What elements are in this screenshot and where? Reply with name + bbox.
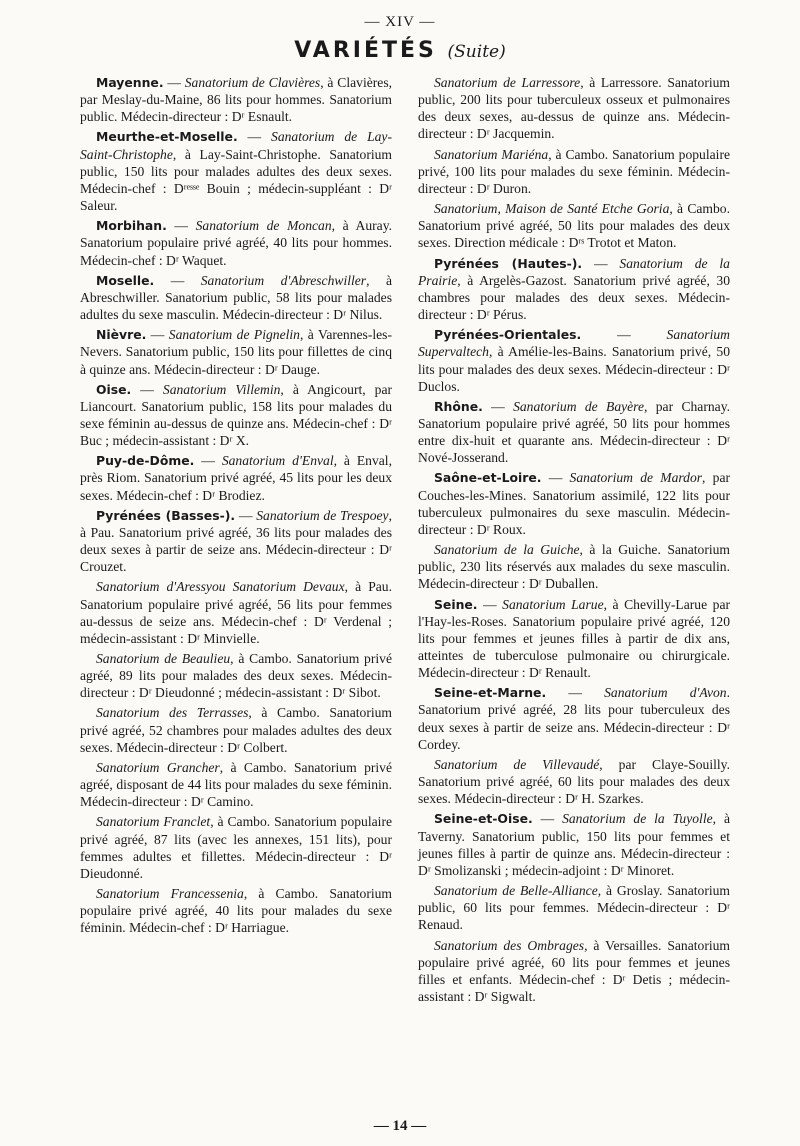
department-name: Pyrénées (Basses-). xyxy=(96,507,236,523)
section-title-text: VARIÉTÉS xyxy=(294,38,437,63)
department-name: Mayenne. xyxy=(96,75,164,90)
separator: — xyxy=(131,381,163,397)
sanatorium-name: Sanatorium de Clavières xyxy=(184,75,321,90)
entry-text: , à Cambo. Sanatorium populaire privé agréé, 87 lits (avec les annexes, 151 lits), pour femmes adultes et fillettes. Médecin-directeur : Dʳ Dieudonné. xyxy=(80,814,392,881)
entry xyxy=(418,469,730,538)
separator: — xyxy=(194,453,222,469)
entry-text: . Sanatorium privé agréé, 28 lits pour tuberculeux des deux sexes à partir de seize ans. Médecin-directeur : Dʳ Cordey. xyxy=(418,685,730,752)
department-name: Pyrénées (Hautes-). xyxy=(434,255,583,271)
sanatorium-name: Sanatorium de la Prairie xyxy=(418,255,730,288)
entry xyxy=(418,756,730,807)
sanatorium-name: Sanatorium des Ombrages xyxy=(434,937,585,953)
entry-text: , à Varennes-les-Nevers. Sanatorium public, 150 lits pour fillettes de cinq à quinze ans. Médecin-directeur : Dʳ Dauge. xyxy=(80,327,392,377)
entry xyxy=(418,398,730,467)
sanatorium-name: Sanatorium d'Enval xyxy=(221,453,334,469)
entry xyxy=(80,507,392,576)
entry-text: , à Amélie-les-Bains. Sanatorium privé, 50 lits pour malades des deux sexes. Médecin-directeur : Dʳ Duclos. xyxy=(418,344,730,394)
sanatorium-name: Sanatorium d'Avon xyxy=(604,685,727,701)
entry-text: , à Cambo. Sanatorium privé agréé, 50 lits pour malades des deux sexes. Direction médicale : Dʳˢ Trotot et Maton. xyxy=(418,201,730,251)
entry xyxy=(418,882,730,933)
sanatorium-name: Sanatorium Francessenia xyxy=(96,886,244,902)
roman-page-header: — XIV — xyxy=(364,14,436,30)
sanatorium-name: Sanatorium de la Tuyolle xyxy=(562,811,713,827)
entry-text: , à Pau. Sanatorium privé agréé, 36 lits pour malades des deux sexes à partir de seize ans. Médecin-directeur : Dʳ Crouzet. xyxy=(80,507,392,575)
entry xyxy=(80,74,392,125)
entry-text: , à Argelès-Gazost. Sanatorium privé agréé, 30 chambres pour malades des deux sexes. Médecin-directeur : Dʳ Pérus. xyxy=(418,272,730,323)
entry-text: , à Chevilly-Larue par l'Hay-les-Roses. Sanatorium populaire privé agréé, 120 lits pour femmes et jeunes filles à partir de dix ans, atteintes de tuberculose pulmonaire ou chirurgicale. Médecin-directeur : Dʳ Renault. xyxy=(418,596,731,681)
separator: — xyxy=(237,129,272,145)
entry xyxy=(418,74,730,143)
entry xyxy=(418,596,730,682)
separator: — xyxy=(146,327,169,343)
section-title-suffix: (Suite) xyxy=(447,42,506,62)
sanatorium-name: Sanatorium de Pignelin xyxy=(168,327,300,343)
separator: — xyxy=(581,327,667,343)
sanatorium-name: Sanatorium de la Guiche xyxy=(434,542,580,558)
sanatorium-name: Sanatorium de Beaulieu xyxy=(96,651,231,666)
sanatorium-name: Sanatorium Grancher xyxy=(96,759,220,775)
separator: — xyxy=(235,507,257,523)
department-name: Seine-et-Marne. xyxy=(434,685,547,701)
separator: — xyxy=(541,470,570,486)
department-name: Nièvre. xyxy=(96,327,147,343)
sanatorium-name: Sanatorium d'Abreschwiller xyxy=(200,272,367,288)
separator: — xyxy=(166,218,196,234)
entry-text: , à Larressore. Sanatorium public, 200 lits pour tuberculeux osseux et pulmonaires des deux sexes, au-dessus de quinze ans. Médecin-directeur : Dʳ Jacquemin. xyxy=(418,75,731,142)
separator: — xyxy=(582,255,620,271)
separator: — xyxy=(477,596,503,612)
sanatorium-name: Sanatorium, Maison de Santé Etche Goria xyxy=(434,201,670,217)
entry xyxy=(418,937,730,1006)
sanatorium-name: Sanatorium d'Aressyou Sanatorium Devaux xyxy=(96,579,345,595)
page-number: — 14 — xyxy=(373,1118,427,1134)
entry xyxy=(418,326,730,395)
entry xyxy=(80,272,392,323)
entry xyxy=(80,128,392,214)
entry-text: , à Abreschwiller. Sanatorium public, 58 lits pour malades adultes du sexe masculin. Médecin-directeur : Dʳ Nilus. xyxy=(80,272,392,323)
entry xyxy=(80,452,392,503)
sanatorium-name: Sanatorium de Mardor xyxy=(569,470,703,486)
entry xyxy=(80,217,392,268)
entry-text: , par Couches-les-Mines. Sanatorium assimilé, 122 lits pour tuberculeux pulmonaires du sexe masculin. Médecin-directeur : Dʳ Roux. xyxy=(418,470,731,537)
entry-text: , à la Guiche. Sanatorium public, 230 lits réservés aux malades du sexe masculin. Médecin-directeur : Dʳ Duballen. xyxy=(418,542,730,592)
sanatorium-name: Sanatorium de Larressore xyxy=(434,75,581,90)
entry-text: , à Angicourt, par Liancourt. Sanatorium public, 158 lits pour malades du sexe féminin au-dessus de quinze ans. Médecin-chef : Dʳ Buc ; médecin-assistant : Dʳ X. xyxy=(80,381,393,449)
section-title xyxy=(0,38,800,63)
department-name: Moselle. xyxy=(96,272,155,288)
right-column xyxy=(418,74,730,1008)
entry-text: , à Lay-Saint-Christophe. Sanatorium public, 150 lits pour malades adultes des deux sexes. Médecin-chef : Dʳᵉˢˢᵉ Bouin ; médecin-suppléant : Dʳ Saleur. xyxy=(80,146,392,214)
entry-text: , à Cambo. Sanatorium populaire privé, 100 lits pour malades du sexe féminin. Médecin-directeur : Dʳ Duron. xyxy=(418,146,730,196)
entry-text: , à Cambo. Sanatorium privé agréé, 52 chambres pour malades adultes des deux sexes. Médecin-directeur : Dʳ Colbert. xyxy=(80,705,392,755)
department-name: Meurthe-et-Moselle. xyxy=(96,129,238,145)
entry xyxy=(80,326,392,377)
department-name: Morbihan. xyxy=(96,218,167,234)
entry xyxy=(80,813,392,882)
left-column xyxy=(80,74,392,940)
department-name: Rhône. xyxy=(434,398,483,414)
entry xyxy=(80,650,392,701)
department-name: Pyrénées-Orientales. xyxy=(434,327,582,343)
sanatorium-name: Sanatorium Mariéna xyxy=(434,146,549,162)
entry xyxy=(418,810,730,879)
entry xyxy=(418,200,730,251)
entry-text: , à Versailles. Sanatorium populaire privé agréé, 60 lits pour femmes et jeunes filles et enfants. Médecin-chef : Dʳ Detis ; médecin-assistant : Dʳ Sigwalt. xyxy=(418,937,730,1004)
entry-text: , à Taverny. Sanatorium public, 150 lits pour femmes et jeunes filles à partir de quinze ans. Médecin-directeur : Dʳ Smolizanski ; médecin-adjoint : Dʳ Minoret. xyxy=(418,811,730,878)
entry xyxy=(418,146,730,197)
entry-text: , à Cambo. Sanatorium privé agréé, disposant de 44 lits pour malades du sexe féminin. Médecin-directeur : Dʳ Camino. xyxy=(80,759,392,810)
entry-text: , par Claye-Souilly. Sanatorium privé agréé, 60 lits pour malades des deux sexes. Médecin-directeur : Dʳ H. Szarkes. xyxy=(418,756,730,807)
sanatorium-name: Sanatorium Larue xyxy=(502,596,604,612)
department-name: Seine-et-Oise. xyxy=(434,811,533,827)
sanatorium-name: Sanatorium de Moncan xyxy=(195,218,332,234)
entry xyxy=(80,885,392,936)
entry-text: , à Auray. Sanatorium populaire privé agréé, 40 lits pour hommes. Médecin-chef : Dʳ Waquet. xyxy=(80,218,393,268)
sanatorium-name: Sanatorium de Belle-Alliance xyxy=(434,883,598,899)
sanatorium-name: Sanatorium de Villevaudé xyxy=(434,756,600,772)
sanatorium-name: Sanatorium des Terrasses xyxy=(96,705,249,721)
department-name: Seine. xyxy=(434,596,478,612)
department-name: Saône-et-Loire. xyxy=(434,470,542,486)
entry xyxy=(80,381,392,450)
separator: — xyxy=(532,811,563,827)
entry-text: , par Charnay. Sanatorium populaire privé agréé, 50 lits pour hommes entre dix-huit et quarante ans. Médecin-directeur : Dʳ Nové-Josserand. xyxy=(418,398,731,466)
entry xyxy=(418,541,730,592)
sanatorium-name: Sanatorium Franclet xyxy=(96,814,211,830)
separator: — xyxy=(154,272,201,288)
department-name: Oise. xyxy=(96,381,132,397)
entry xyxy=(80,578,392,647)
department-name: Puy-de-Dôme. xyxy=(96,453,195,469)
entry xyxy=(418,684,730,753)
separator: — xyxy=(482,398,514,414)
separator: — xyxy=(546,685,605,701)
entry-text: , à Pau. Sanatorium populaire privé agréé, 56 lits pour femmes au-dessus de seize ans. Médecin-chef : Dʳ Verdenal ; médecin-assistant : Dʳ Minvielle. xyxy=(80,579,392,646)
entry-text: , à Cambo. Sanatorium privé agréé, 89 lits pour malades des deux sexes. Médecin-directeur : Dʳ Dieudonné ; médecin-assistant : Dʳ Sibot. xyxy=(80,651,392,701)
separator: — xyxy=(163,75,185,90)
sanatorium-name: Sanatorium de Trespoey xyxy=(256,507,389,523)
entry xyxy=(80,759,392,810)
entry xyxy=(80,704,392,755)
entry-text: , à Groslay. Sanatorium public, 60 lits pour femmes. Médecin-directeur : Dʳ Renaud. xyxy=(418,883,730,933)
entry-text: , à Clavières, par Meslay-du-Maine, 86 lits pour hommes. Sanatorium public. Médecin-directeur : Dʳ Esnault. xyxy=(80,75,393,125)
sanatorium-name: Sanatorium Supervaltech xyxy=(418,327,730,360)
entry xyxy=(418,255,730,324)
sanatorium-name: Sanatorium de Lay-Saint-Christophe xyxy=(80,129,392,162)
entry-text: , à Enval, près Riom. Sanatorium privé agréé, 45 lits pour les deux sexes. Médecin-chef : Dʳ Brodiez. xyxy=(80,453,392,503)
entry-text: , à Cambo. Sanatorium populaire privé agréé, 40 lits pour malades du sexe féminin. Médecin-chef : Dʳ Harriague. xyxy=(80,886,392,936)
sanatorium-name: Sanatorium Villemin xyxy=(162,381,281,397)
sanatorium-name: Sanatorium de Bayère xyxy=(513,398,645,414)
